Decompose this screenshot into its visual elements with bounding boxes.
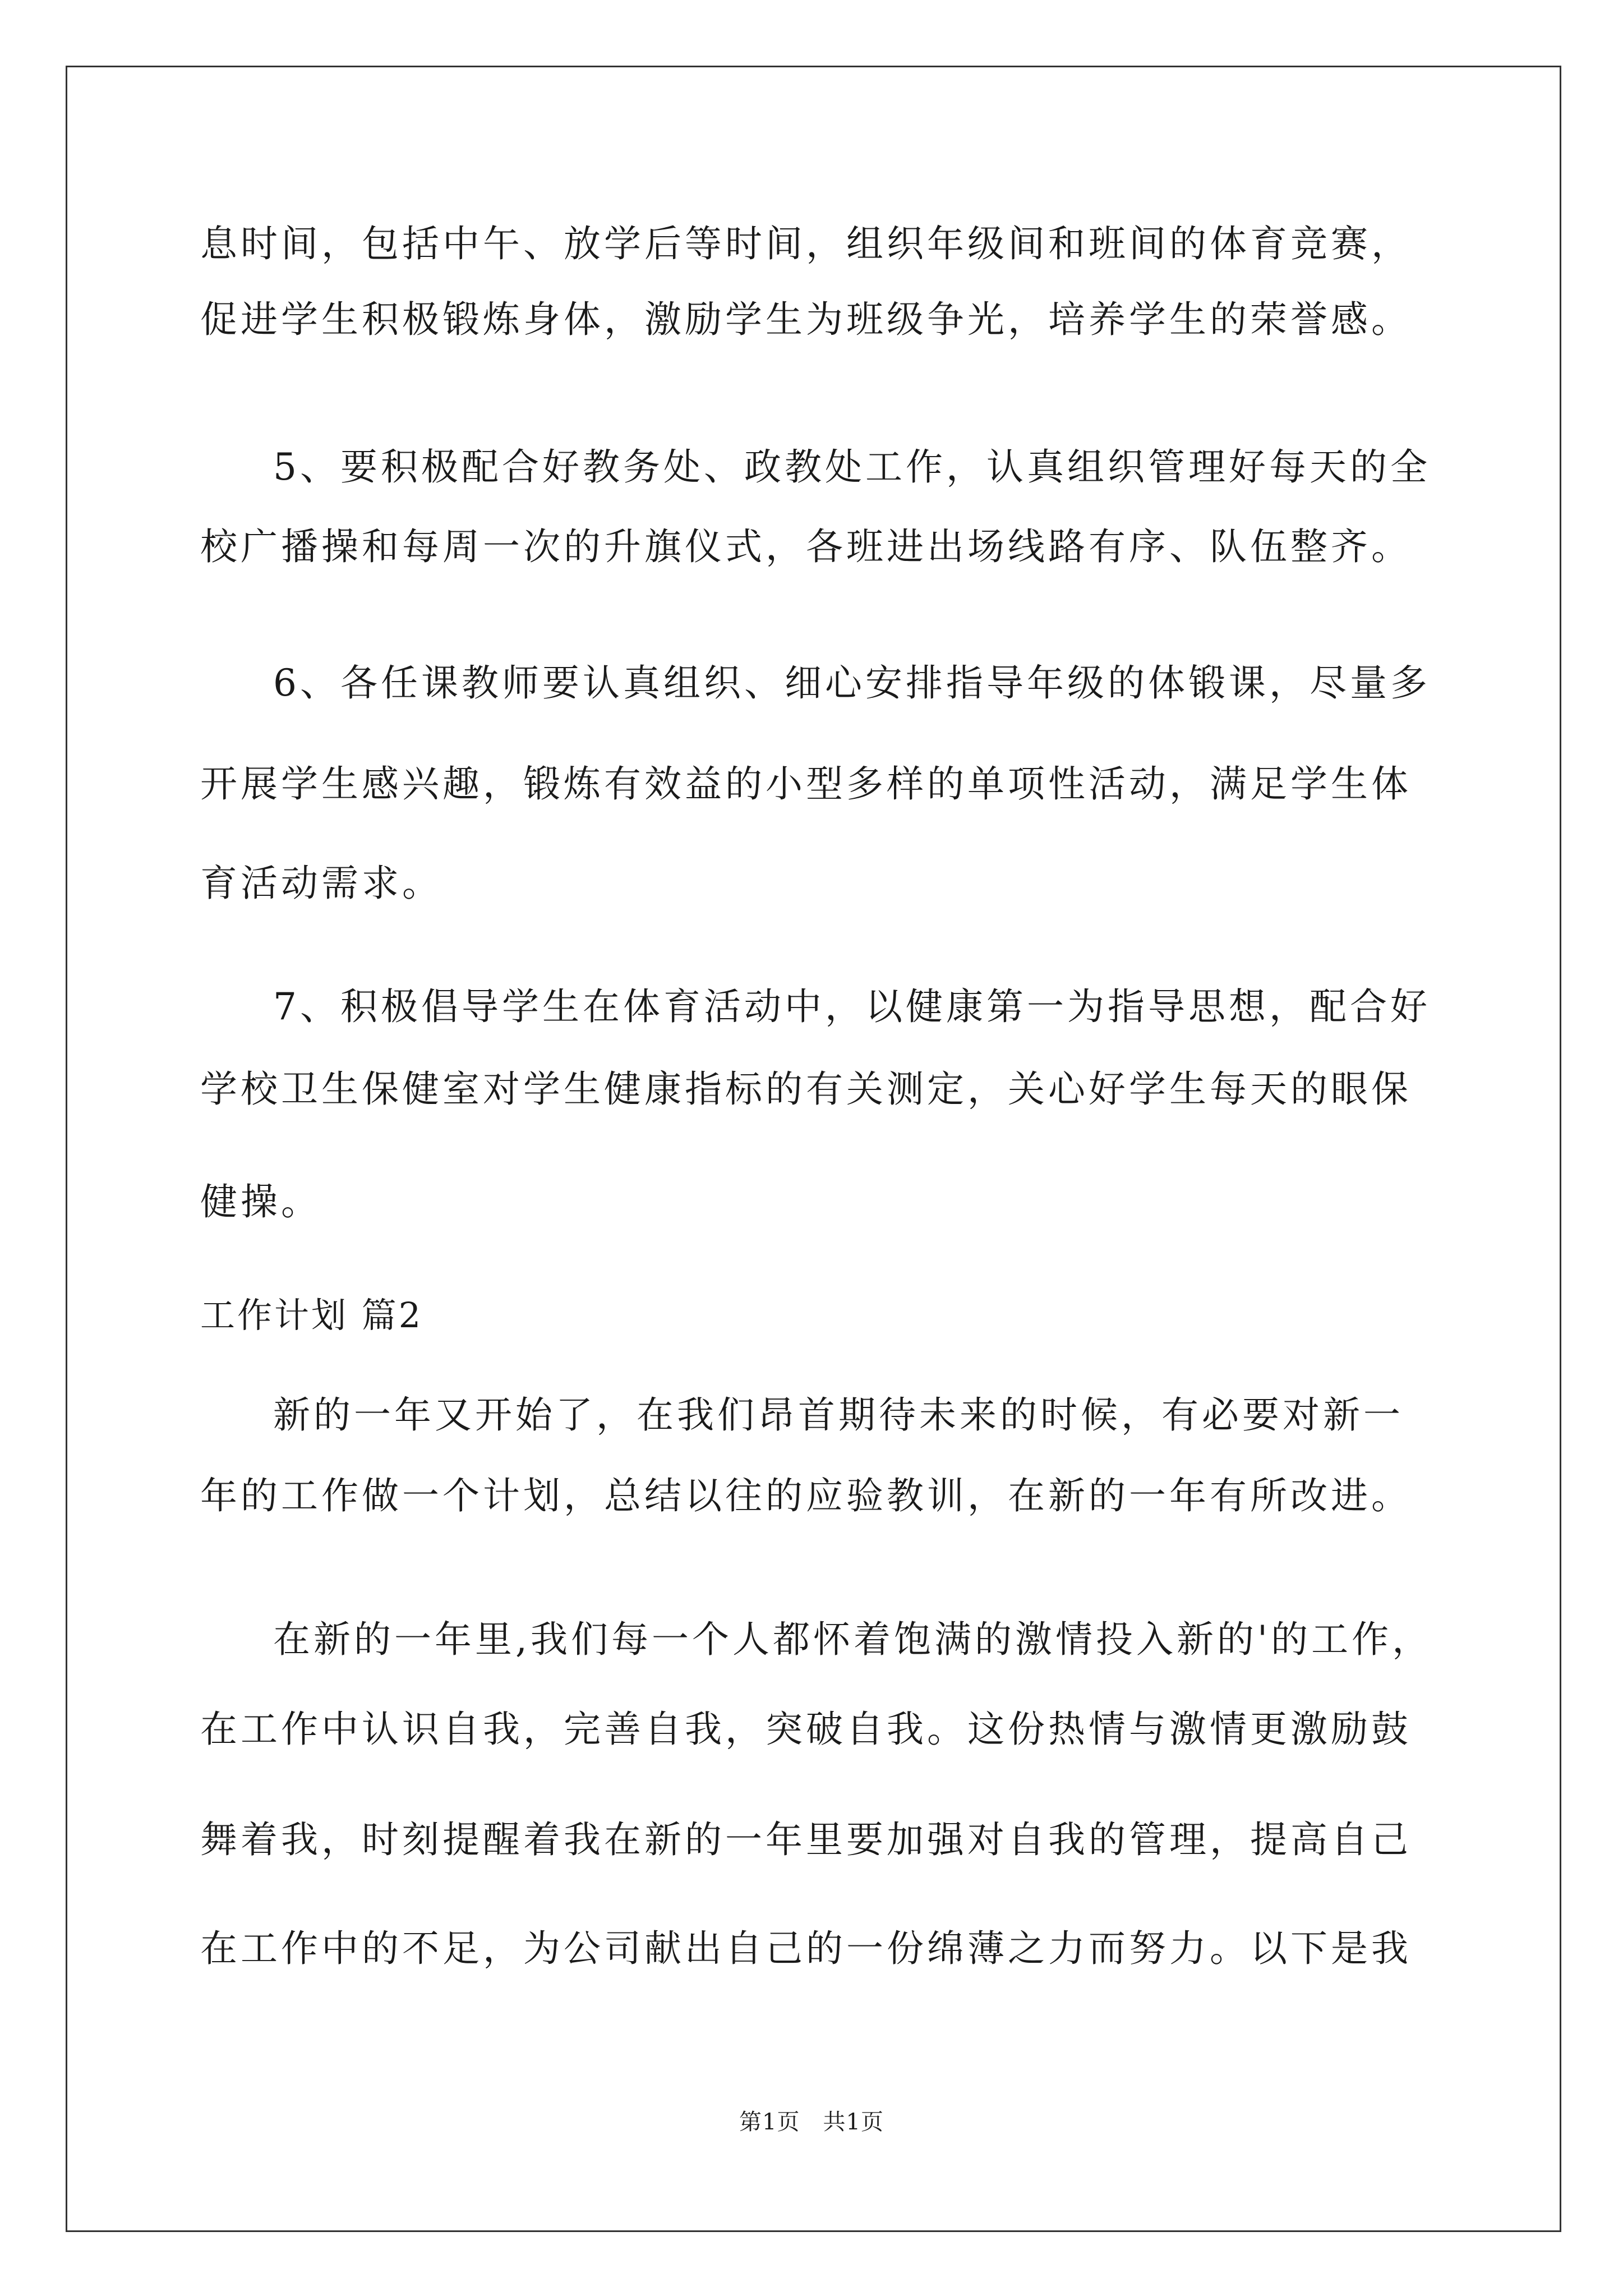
text-line: 健操。: [200, 1180, 321, 1223]
text-line: 5、要积极配合好教务处、政教处工作，认真组织管理好每天的全: [273, 445, 1431, 489]
text-line: 在工作中的不足，为公司献出自己的一份绵薄之力而努力。以下是我: [200, 1927, 1412, 1970]
text-line: 年的工作做一个计划，总结以往的应验教训，在新的一年有所改进。: [200, 1474, 1412, 1517]
page-number-footer: 第1页 共1页: [739, 2109, 884, 2135]
section-heading: 工作计划 篇2: [200, 1295, 423, 1336]
text-line: 在工作中认识自我，完善自我，突破自我。这份热情与激情更激励鼓: [200, 1708, 1412, 1751]
text-line: 育活动需求。: [200, 862, 442, 905]
text-line: 在新的一年里,我们每一个人都怀着饱满的激情投入新的'的工作，: [273, 1618, 1433, 1661]
text-line: 促进学生积极锻炼身体，激励学生为班级争光，培养学生的荣誉感。: [200, 298, 1412, 341]
text-line: 6、各任课教师要认真组织、细心安排指导年级的体锻课，尽量多: [273, 661, 1431, 705]
text-line: 7、积极倡导学生在体育活动中，以健康第一为指导思想，配合好: [273, 985, 1431, 1028]
text-line: 开展学生感兴趣，锻炼有效益的小型多样的单项性活动，满足学生体: [200, 762, 1412, 806]
text-line: 校广播操和每周一次的升旗仪式，各班进出场线路有序、队伍整齐。: [200, 525, 1412, 568]
text-line: 新的一年又开始了，在我们昂首期待未来的时候，有必要对新一: [273, 1393, 1404, 1437]
text-line: 舞着我，时刻提醒着我在新的一年里要加强对自我的管理，提高自己: [200, 1818, 1412, 1861]
text-line: 息时间，包括中午、放学后等时间，组织年级间和班间的体育竞赛，: [200, 222, 1412, 265]
text-line: 学校卫生保健室对学生健康指标的有关测定，关心好学生每天的眼保: [200, 1068, 1412, 1111]
page-border: [66, 66, 1561, 2232]
